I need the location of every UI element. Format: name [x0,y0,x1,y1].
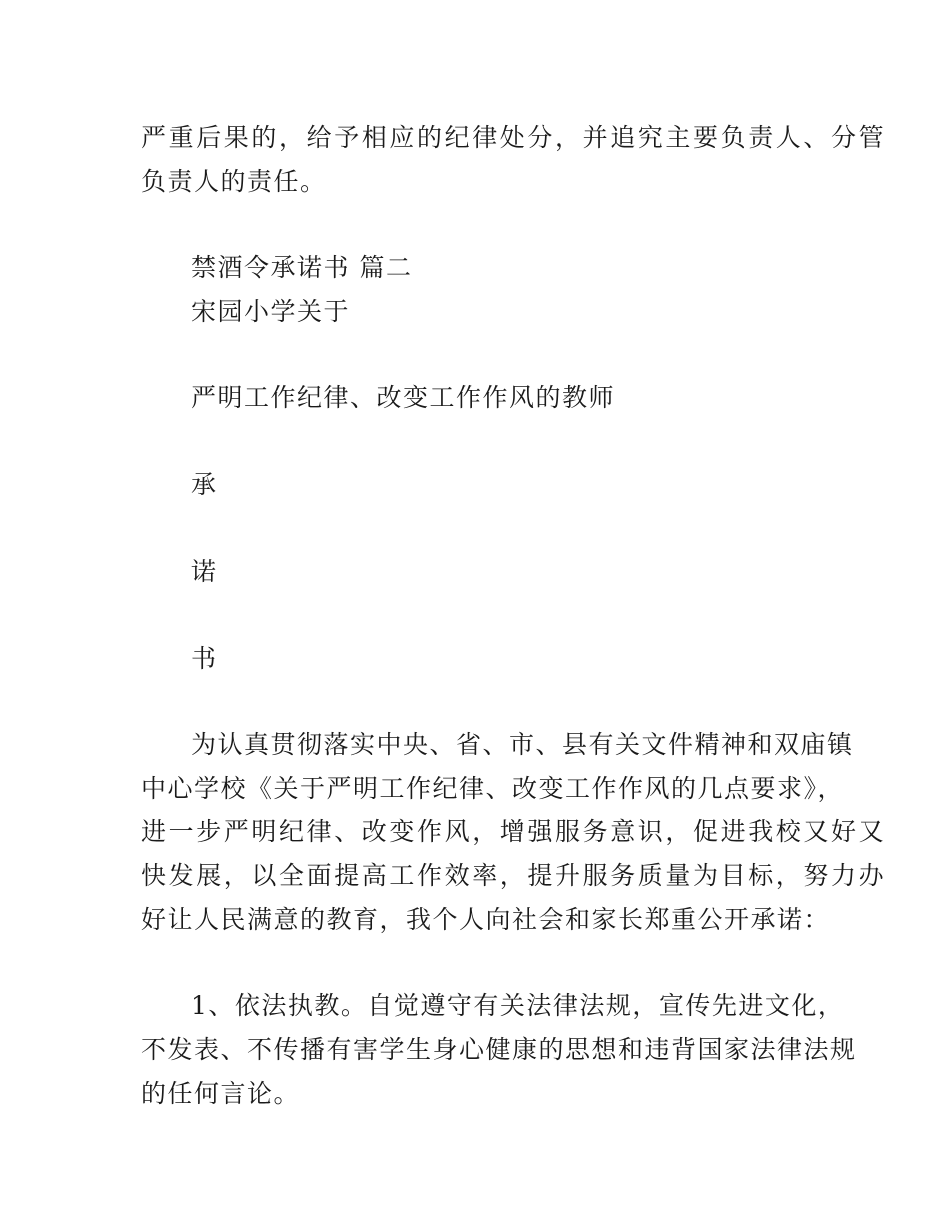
title-line: 宋园小学关于 [191,297,351,326]
title-line: 严明工作纪律、改变工作作风的教师 [191,383,616,412]
paragraph-line: 好让人民满意的教育，我个人向社会和家长郑重公开承诺： [141,905,831,934]
list-item-line: 的任何言论。 [141,1079,301,1108]
list-item-line: 1、依法执教。自觉遵守有关法律法规，宣传先进文化， [191,991,845,1020]
title-char: 诺 [191,557,218,586]
paragraph-line: 为认真贯彻落实中央、省、市、县有关文件精神和双庙镇 [191,730,854,759]
paragraph-line: 进一步严明纪律、改变作风，增强服务意识，促进我校又好又 [141,817,887,846]
section-heading: 禁酒令承诺书 篇二 [191,253,413,282]
list-item-line: 不发表、不传播有害学生身心健康的思想和违背国家法律法规 [141,1035,857,1064]
title-char: 书 [191,644,218,673]
paragraph-line: 快发展，以全面提高工作效率，提升服务质量为目标，努力办 [141,861,887,890]
title-char: 承 [191,470,218,499]
continuation-line: 负责人的责任。 [141,167,327,196]
continuation-line: 严重后果的，给予相应的纪律处分，并追究主要负责人、分管 [141,123,887,152]
paragraph-line: 中心学校《关于严明工作纪律、改变工作作风的几点要求》， [141,774,845,803]
